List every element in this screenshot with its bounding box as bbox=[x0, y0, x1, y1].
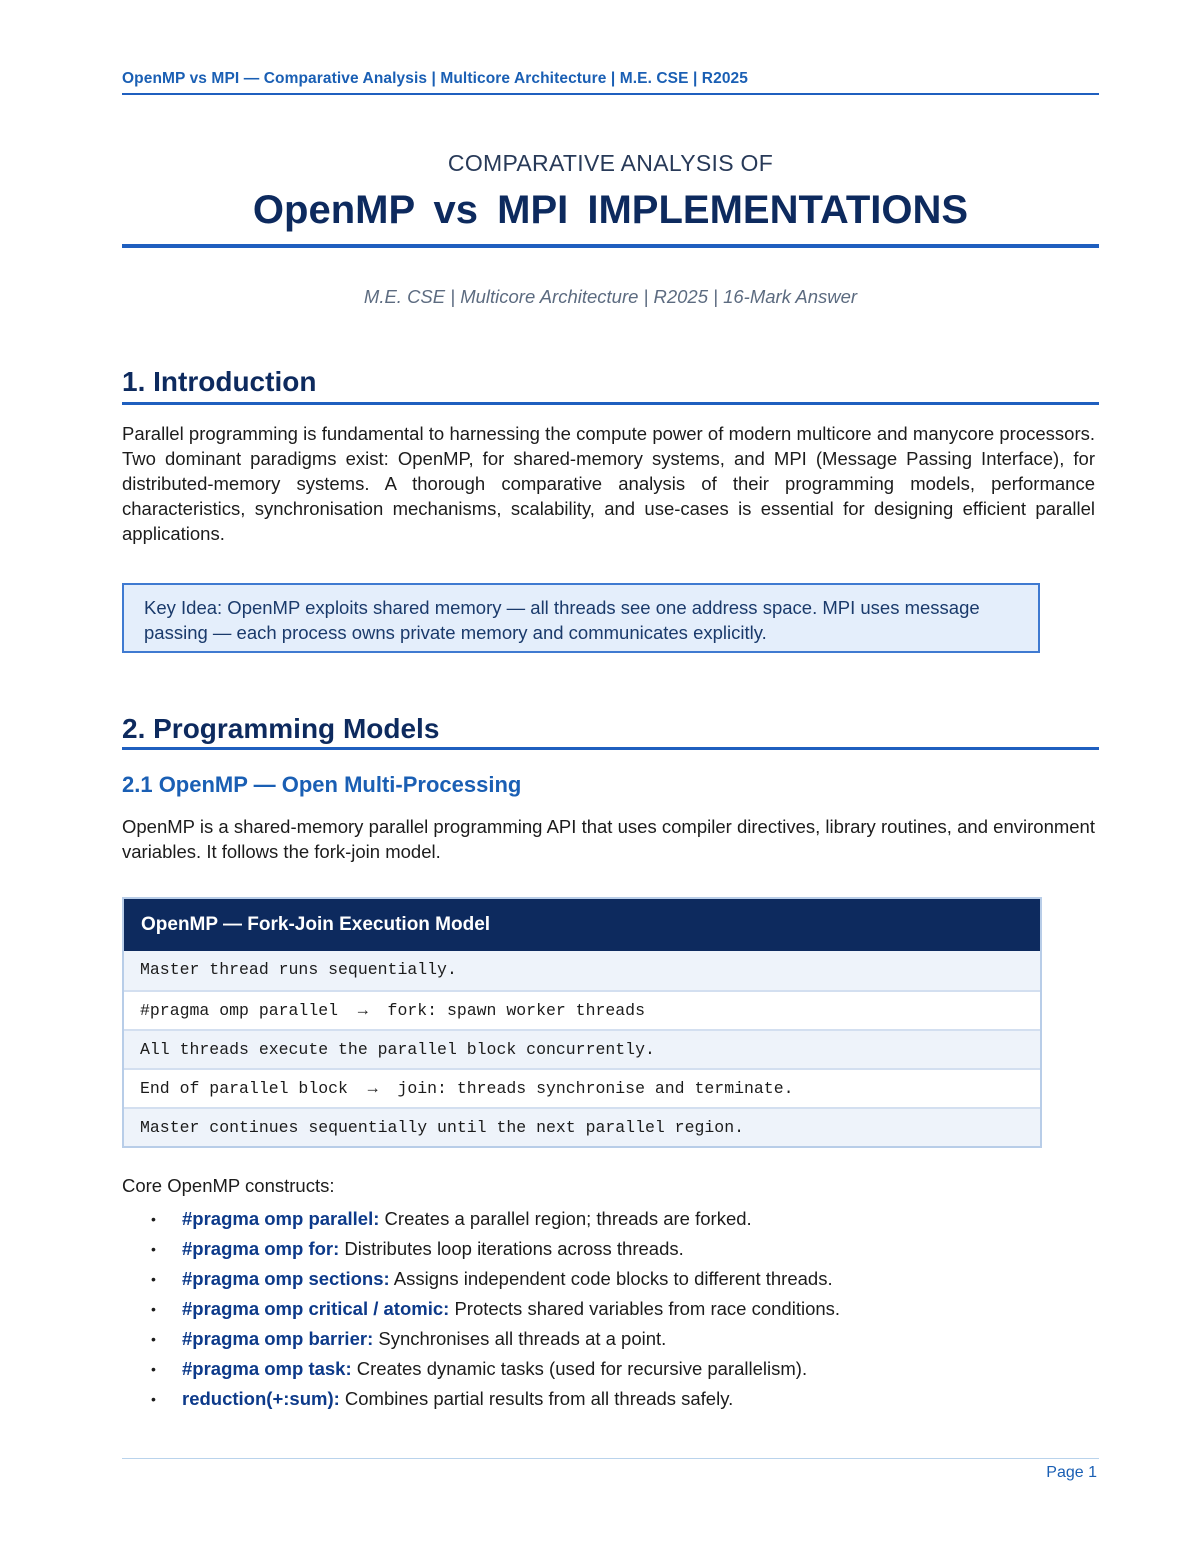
construct-keyword: #pragma omp critical / atomic: bbox=[182, 1298, 450, 1319]
bullet-icon: • bbox=[151, 1301, 156, 1317]
list-item bbox=[151, 1204, 1091, 1234]
constructs-list bbox=[151, 1204, 1091, 1414]
document-title: OpenMP vs MPI IMPLEMENTATIONS bbox=[252, 188, 969, 232]
fork-join-row: End of parallel block → join: threads synchronise and terminate. bbox=[124, 1068, 1040, 1107]
fork-join-row: #pragma omp parallel → fork: spawn worker threads bbox=[124, 990, 1040, 1029]
list-item bbox=[151, 1384, 1091, 1414]
list-item bbox=[151, 1234, 1091, 1264]
document-page bbox=[122, 0, 1099, 1553]
construct-keyword: #pragma omp for: bbox=[182, 1238, 340, 1259]
list-item bbox=[151, 1324, 1091, 1354]
list-item bbox=[151, 1354, 1091, 1384]
fork-join-row: Master continues sequentially until the next parallel region. bbox=[124, 1107, 1040, 1146]
construct-keyword: #pragma omp parallel: bbox=[182, 1208, 380, 1229]
bullet-icon: • bbox=[151, 1361, 156, 1377]
running-header: OpenMP vs MPI — Comparative Analysis | Multicore Architecture | M.E. CSE | R2025 bbox=[122, 70, 748, 87]
key-idea-callout: Key Idea: OpenMP exploits shared memory — all threads see one address space. MPI uses message passing — each process owns private memory and communicates explicitly. bbox=[122, 583, 1040, 653]
bullet-icon: • bbox=[151, 1391, 156, 1407]
footer-rule bbox=[122, 1458, 1099, 1459]
construct-description: Creates a parallel region; threads are forked. bbox=[379, 1208, 752, 1229]
list-item bbox=[151, 1294, 1091, 1324]
bullet-icon: • bbox=[151, 1211, 156, 1227]
page-number: Page 1 bbox=[1046, 1464, 1097, 1481]
construct-description: Combines partial results from all threads safely. bbox=[339, 1388, 734, 1409]
fork-join-row: Master thread runs sequentially. bbox=[124, 951, 1040, 990]
running-header-rule bbox=[122, 93, 1099, 95]
section-rule-introduction bbox=[122, 402, 1099, 405]
section-heading-programming-models: 2. Programming Models bbox=[122, 713, 440, 744]
fork-join-table-title: OpenMP — Fork-Join Execution Model bbox=[124, 899, 1040, 951]
construct-description: Protects shared variables from race conditions. bbox=[449, 1298, 841, 1319]
construct-keyword: #pragma omp sections: bbox=[182, 1268, 390, 1289]
fork-join-table bbox=[122, 897, 1042, 1148]
construct-description: Synchronises all threads at a point. bbox=[373, 1328, 667, 1349]
construct-keyword: reduction(+:sum): bbox=[182, 1388, 340, 1409]
fork-join-row: All threads execute the parallel block concurrently. bbox=[124, 1029, 1040, 1068]
introduction-paragraph: Parallel programming is fundamental to harnessing the compute power of modern multicore and manycore processors. Two dominant paradigms exist: OpenMP, for shared-memory systems, and MPI (Message Passing Interface), for distributed-memory systems. A thorough comparative analysis of their programming models, performance characteristics, synchronisation mechanisms, scalability, and use-cases is essential for designing efficient parallel applications. bbox=[122, 423, 1095, 544]
construct-description: Distributes loop iterations across threads. bbox=[339, 1238, 684, 1259]
title-rule bbox=[122, 244, 1099, 248]
document-subtitle: M.E. CSE | Multicore Architecture | R2025 | 16-Mark Answer bbox=[363, 286, 858, 307]
bullet-icon: • bbox=[151, 1241, 156, 1257]
list-item bbox=[151, 1264, 1091, 1294]
section-heading-introduction: 1. Introduction bbox=[122, 366, 317, 397]
title-kicker: COMPARATIVE ANALYSIS OF bbox=[447, 150, 774, 176]
construct-description: Creates dynamic tasks (used for recursive parallelism). bbox=[351, 1358, 808, 1379]
construct-keyword: #pragma omp barrier: bbox=[182, 1328, 374, 1349]
construct-description: Assigns independent code blocks to different threads. bbox=[389, 1268, 833, 1289]
construct-keyword: #pragma omp task: bbox=[182, 1358, 352, 1379]
bullet-icon: • bbox=[151, 1271, 156, 1287]
constructs-intro: Core OpenMP constructs: bbox=[122, 1175, 335, 1196]
subsection-heading-openmp: 2.1 OpenMP — Open Multi-Processing bbox=[122, 772, 522, 797]
section-rule-programming-models bbox=[122, 747, 1099, 750]
openmp-intro-paragraph: OpenMP is a shared-memory parallel programming API that uses compiler directives, library routines, and environment variables. It follows the fork-join model. bbox=[122, 816, 1095, 862]
bullet-icon: • bbox=[151, 1331, 156, 1347]
